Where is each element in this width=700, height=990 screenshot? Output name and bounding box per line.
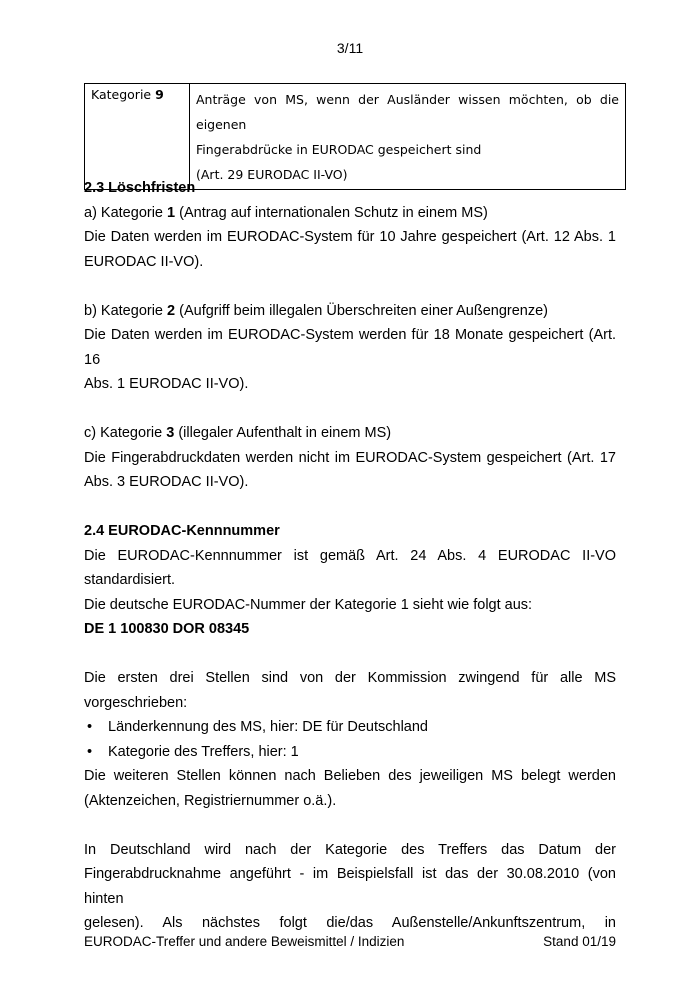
description-line: Fingerabdrücke in EURODAC gespeichert sind bbox=[196, 142, 482, 157]
list-item bbox=[84, 715, 616, 740]
page-number: 3/11 bbox=[336, 40, 364, 56]
paragraph-line: (Aktenzeichen, Registriernummer o.ä.). bbox=[84, 792, 337, 809]
item-text: (Antrag auf internationalen Schutz in einem MS) bbox=[175, 204, 488, 221]
list-item-a bbox=[84, 201, 616, 226]
category-label: Kategorie bbox=[91, 87, 156, 102]
paragraph-line: vorgeschrieben: bbox=[84, 694, 188, 711]
paragraph-line: Abs. 3 EURODAC II-VO). bbox=[84, 474, 249, 490]
item-prefix: a) Kategorie bbox=[84, 204, 168, 221]
section-heading: 2.3 Löschfristen bbox=[84, 180, 196, 196]
example-number: DE 1 100830 DOR 08345 bbox=[84, 621, 250, 637]
paragraph-line: Abs. 1 EURODAC II-VO). bbox=[84, 376, 249, 392]
list-item bbox=[84, 740, 616, 765]
paragraph-line: Die Daten werden im EURODAC-System für 10 Jahre gespeichert (Art. 12 Abs. 1 bbox=[84, 229, 616, 245]
paragraph-line: gelesen). Als nächstes folgt die/das Außenstelle/Ankunftszentrum, in bbox=[84, 915, 616, 931]
item-prefix: b) Kategorie bbox=[84, 302, 168, 319]
main-content bbox=[84, 176, 616, 936]
description-cell bbox=[190, 84, 626, 190]
description-line: (Art. 29 EURODAC II-VO) bbox=[196, 167, 348, 182]
description-line: Anträge von MS, wenn der Ausländer wissen möchten, ob die eigenen bbox=[196, 92, 619, 132]
table-row bbox=[85, 84, 626, 190]
category-number: 3 bbox=[166, 425, 175, 441]
item-text: (Aufgriff beim illegalen Überschreiten einer Außengrenze) bbox=[175, 302, 549, 319]
bullet-icon: • bbox=[87, 719, 93, 735]
bullet-text: Kategorie des Treffers, hier: 1 bbox=[108, 743, 299, 760]
bullet-icon: • bbox=[87, 743, 93, 760]
paragraph-line: Die EURODAC-Kennnummer ist gemäß Art. 24 Abs. 4 EURODAC II-VO bbox=[84, 547, 616, 564]
paragraph-line: EURODAC II-VO). bbox=[84, 253, 204, 270]
category-number: 2 bbox=[167, 302, 176, 319]
section-heading: 2.4 EURODAC-Kennnummer bbox=[84, 523, 280, 539]
paragraph-line: Die weiteren Stellen können nach Belieben des jeweiligen MS belegt werden bbox=[84, 768, 616, 784]
footer-title: EURODAC-Treffer und andere Beweismittel / Indizien bbox=[84, 934, 405, 949]
category-number: 1 bbox=[167, 204, 176, 221]
item-text: (illegaler Aufenthalt in einem MS) bbox=[174, 425, 392, 441]
footer-date: Stand 01/19 bbox=[543, 934, 616, 949]
item-prefix: c) Kategorie bbox=[84, 425, 167, 441]
paragraph-line: In Deutschland wird nach der Kategorie des Treffers das Datum der bbox=[84, 841, 616, 858]
paragraph-line: Die ersten drei Stellen sind von der Kommission zwingend für alle MS bbox=[84, 670, 616, 686]
category-cell bbox=[85, 84, 190, 190]
category-number: 9 bbox=[155, 87, 164, 102]
category-table bbox=[84, 83, 626, 190]
paragraph-line: Die Daten werden im EURODAC-System werden für 18 Monate gespeichert (Art. 16 bbox=[84, 327, 616, 368]
paragraph-line: standardisiert. bbox=[84, 572, 176, 588]
paragraph-line: Fingerabdrucknahme angeführt - im Beispielsfall ist das der 30.08.2010 (von hinten bbox=[84, 866, 616, 907]
paragraph-line: Die Fingerabdruckdaten werden nicht im EURODAC-System gespeichert (Art. 17 bbox=[84, 449, 616, 466]
paragraph-line: Die deutsche EURODAC-Nummer der Kategorie 1 sieht wie folgt aus: bbox=[84, 596, 533, 613]
bullet-text: Länderkennung des MS, hier: DE für Deutschland bbox=[108, 719, 428, 735]
list-item-b bbox=[84, 299, 616, 324]
list-item-c bbox=[84, 421, 616, 446]
